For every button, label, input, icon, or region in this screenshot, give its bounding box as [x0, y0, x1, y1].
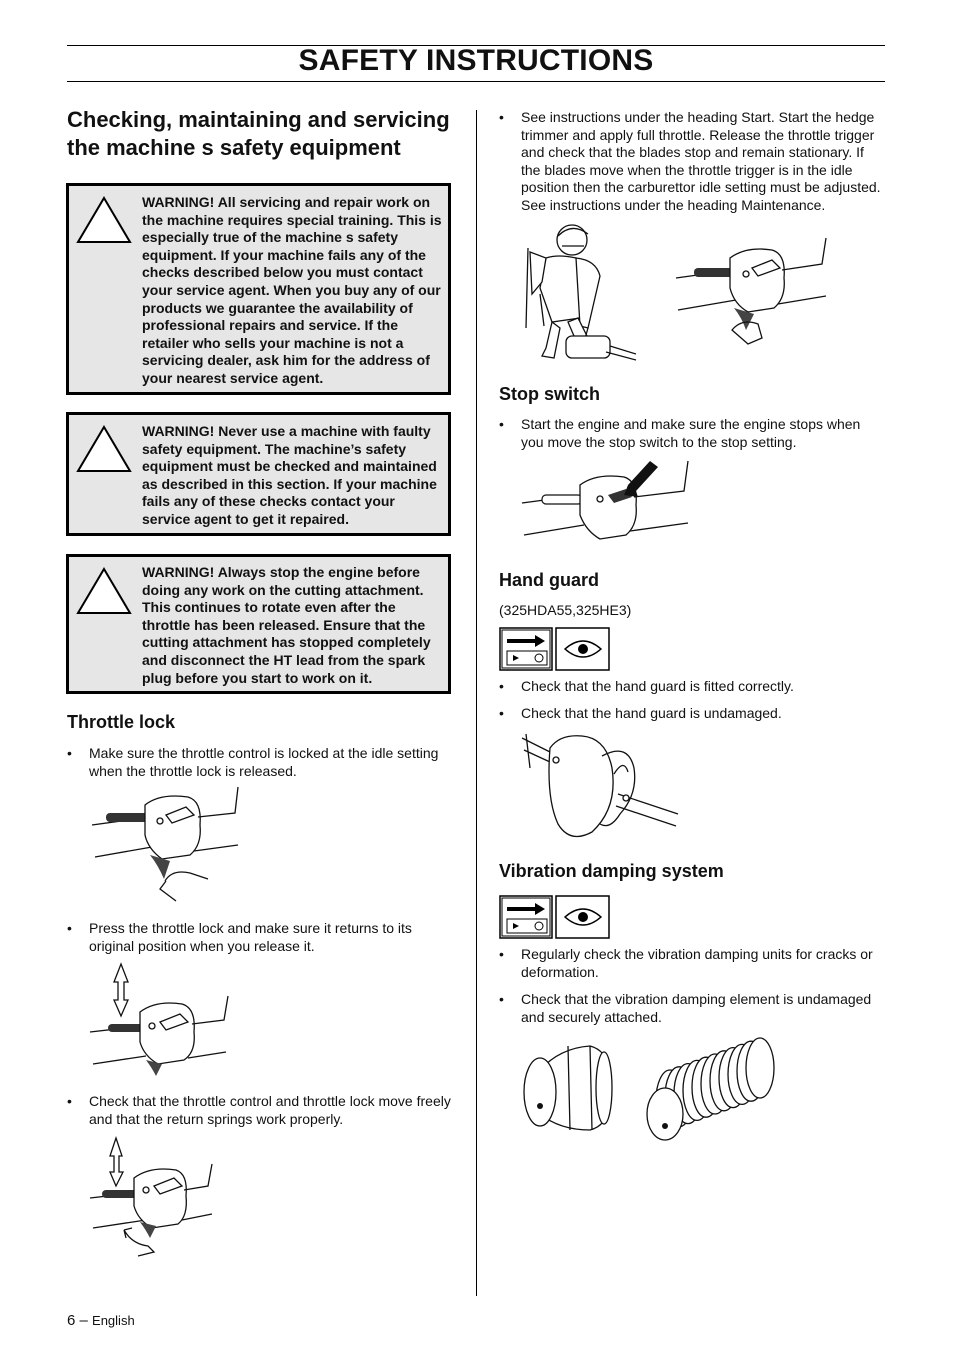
warning-box: [66, 183, 451, 395]
section-heading-line: the machine s safety equipment: [67, 135, 401, 160]
warning-triangle-icon: [76, 425, 132, 475]
column-divider: [476, 110, 477, 1296]
check-inspection-symbols: [499, 895, 611, 939]
damper-coil-ring: [746, 1038, 774, 1098]
hand-guard-models: (325HDA55,325HE3): [499, 602, 632, 618]
footer-language: English: [92, 1313, 135, 1328]
warning-text: WARNING! Always stop the engine before doing any work on the cutting attachment. This continues to rotate even after the throttle has been released. Ensure that the cutting attachment has stopped completely and disconnect the HT lead from the spark plug before you start to work on it.: [142, 564, 431, 686]
stop-switch-heading: Stop switch: [499, 384, 601, 404]
footer: [67, 1312, 135, 1329]
section-heading: [67, 106, 467, 162]
warning-box: [66, 412, 451, 536]
warning-box: [66, 554, 451, 694]
warning-triangle-icon: [76, 567, 132, 617]
throttle-release-illustration: [672, 234, 837, 354]
warning-triangle-icon: [76, 196, 132, 246]
header-rule-bottom: [67, 81, 885, 82]
throttle-lock-heading: Throttle lock: [67, 712, 176, 732]
vibration-damping-heading: Vibration damping system: [499, 861, 724, 881]
warning-text: WARNING! Never use a machine with faulty safety equipment. The machine’s safety equipment must be checked and maintained as described in this section. If your machine fails any of these checks contact your service agent to get it repaired.: [142, 423, 437, 527]
vibration-damper-illustration: [520, 1030, 780, 1150]
hand-guard-illustration: [520, 728, 680, 843]
stop-switch-illustration: [520, 455, 695, 555]
throttle-handle-illustration: [90, 785, 250, 905]
page-title: SAFETY INSTRUCTIONS: [298, 44, 654, 77]
warning-text: WARNING! All servicing and repair work on the machine requires special training. This is especially true of the machine s safety equipment. If your machine fails any of the checks described below you must contact your service agent. When you buy any of our products we guarantee the availability of professional repairs and service. If the retailer who sells your machine is not a servicing dealer, ask him for the address of your nearest service agent.: [142, 194, 442, 386]
check-inspection-symbols: [499, 627, 611, 671]
operator-hedge-trimmer-illustration: [518, 218, 638, 368]
page-number: 6 –: [67, 1312, 88, 1329]
throttle-lock-press-illustration: [88, 960, 238, 1078]
section-heading-line: Checking, maintaining and servicing: [67, 107, 450, 132]
throttle-return-springs-illustration: [88, 1134, 228, 1259]
hand-guard-heading: Hand guard: [499, 570, 600, 590]
